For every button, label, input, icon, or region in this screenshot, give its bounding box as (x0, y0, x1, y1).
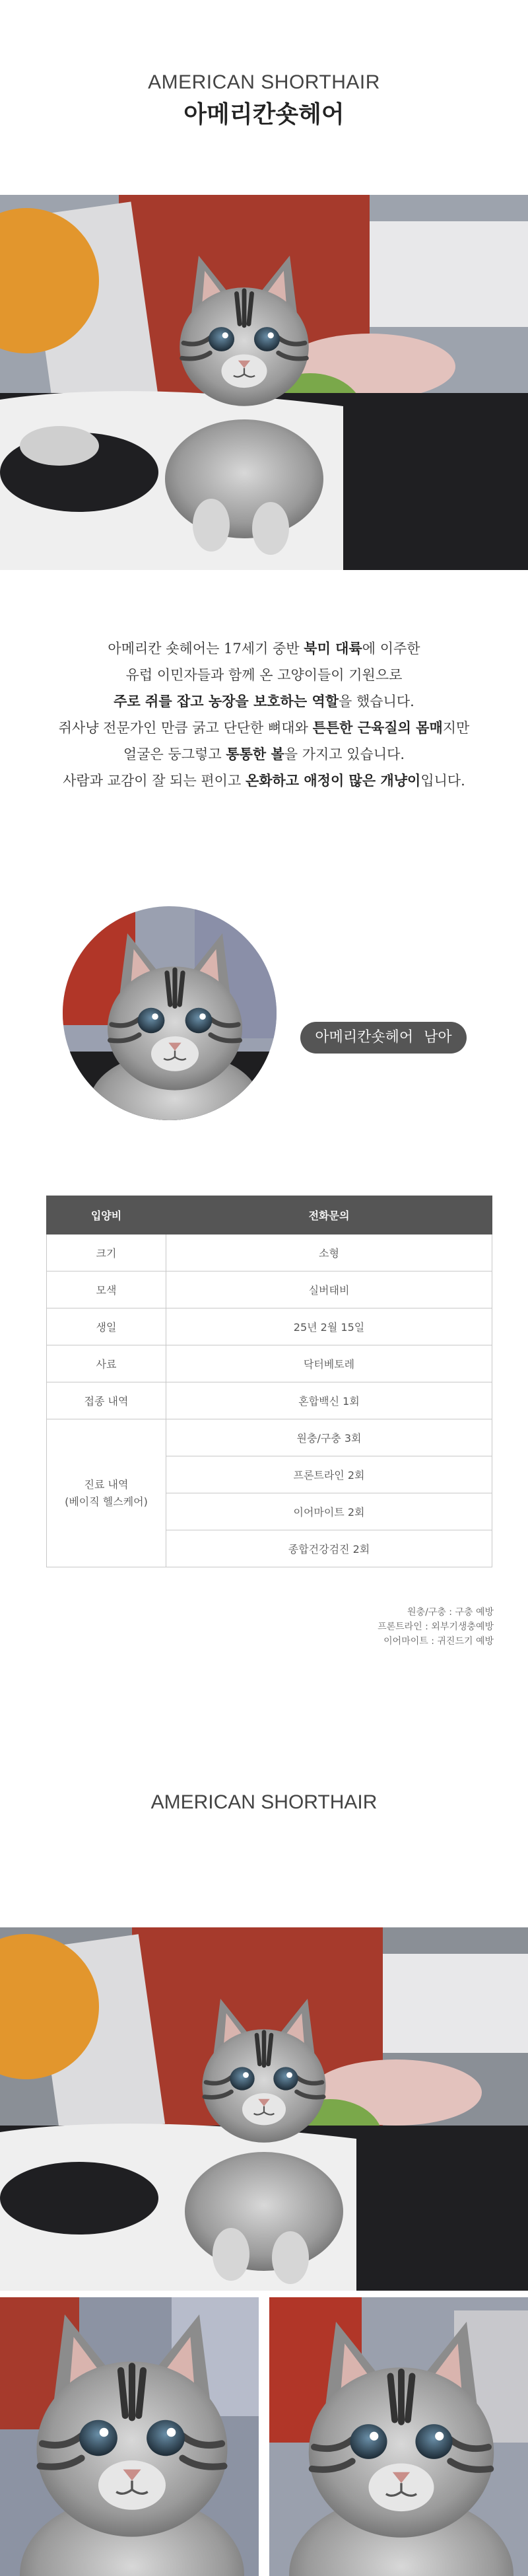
care-history-label: 진료 내역 (베이직 헬스케어) (47, 1419, 166, 1567)
table-row: 사료 닥터베토레 (47, 1345, 492, 1382)
footnote: 이어마이트 : 귀진드기 예방 (383, 1636, 494, 1647)
badge-sex: 남아 (424, 1029, 452, 1046)
table-row: 크기 소형 (47, 1234, 492, 1271)
kitten-photo-second (0, 1927, 528, 2291)
kitten-info-table (46, 1196, 492, 1567)
description-line: 쥐사냥 전문가인 만큼 굵고 단단한 뼈대와 튼튼한 근육질의 몸매지만 (58, 719, 470, 736)
title-english: AMERICAN SHORTHAIR (148, 71, 380, 93)
badge-breed: 아메리칸숏헤어 (315, 1029, 414, 1046)
kitten-closeup-right (269, 2297, 528, 2576)
kitten-closeup-left (0, 2297, 259, 2576)
title-korean: 아메리칸숏헤어 (183, 101, 345, 128)
footnotes (378, 1605, 494, 1649)
description-line: 주로 쥐를 잡고 농장을 보호하는 역할을 했습니다. (114, 693, 414, 709)
table-row: 접종 내역 혼합백신 1회 (47, 1382, 492, 1419)
table-row: 프론트라인 2회 (47, 1456, 492, 1493)
description-line: 아메리칸 숏헤어는 17세기 중반 북미 대륙에 이주한 (108, 640, 420, 657)
breed-description (0, 635, 528, 794)
description-line: 사람과 교감이 잘 되는 편이고 온화하고 애정이 많은 개냥이입니다. (63, 772, 465, 789)
table-header-row (47, 1196, 492, 1234)
table-header-adoption-fee: 입양비 (47, 1196, 166, 1234)
table-row: 모색 실버태비 (47, 1271, 492, 1308)
breed-sex-badge (300, 1022, 467, 1054)
description-line: 얼굴은 둥그렇고 통통한 볼을 가지고 있습니다. (123, 746, 405, 762)
section-title-english: AMERICAN SHORTHAIR (150, 1791, 378, 1813)
table-row: 진료 내역 (베이직 헬스케어) 원충/구충 3회 (47, 1419, 492, 1456)
description-line: 유럽 이민자들과 함께 온 고양이들이 기원으로 (125, 667, 403, 683)
footnote: 원충/구충 : 구충 예방 (407, 1607, 494, 1618)
footnote: 프론트라인 : 외부기생충예방 (378, 1622, 494, 1632)
table-row: 이어마이트 2회 (47, 1493, 492, 1530)
table-row: 종합건강검진 2회 (47, 1530, 492, 1567)
table-header-contact: 전화문의 (166, 1196, 492, 1234)
kitten-photo-main (0, 195, 528, 570)
kitten-portrait-circle (63, 906, 277, 1120)
table-row: 생일 25년 2월 15일 (47, 1308, 492, 1345)
